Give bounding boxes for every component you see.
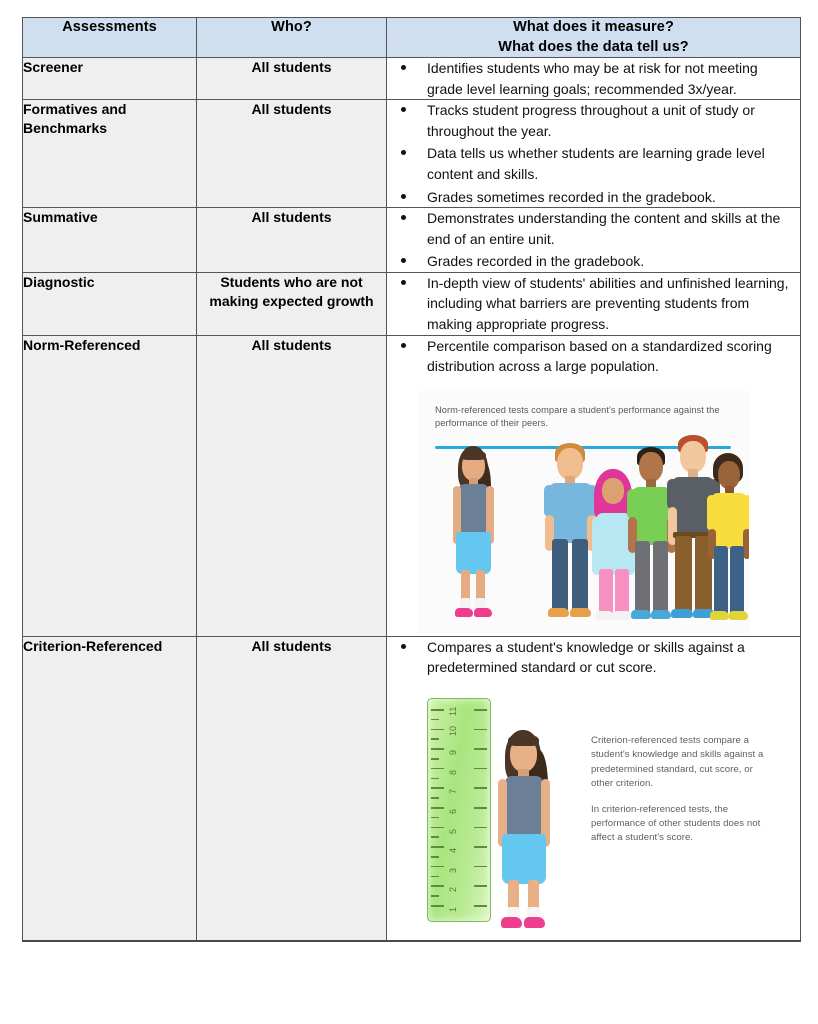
bullet-list: [387, 58, 800, 99]
ruler-number-label: 2: [448, 887, 458, 893]
ruler-number-label: 5: [448, 828, 458, 834]
ruler-icon: [427, 698, 491, 922]
list-item-text: Grades recorded in the gradebook.: [427, 253, 645, 270]
leg-left: [635, 541, 650, 613]
ruler-tick-major: [431, 885, 444, 887]
bullet-icon: [401, 343, 406, 348]
ruler-number-label: 11: [448, 706, 458, 716]
list-item: [387, 100, 800, 141]
table-header: [23, 18, 801, 58]
bullet-icon: [401, 107, 406, 112]
list-item-text: Tracks student progress throughout a unit of study or throughout the year.: [427, 102, 755, 139]
bullet-list: [387, 637, 800, 678]
illustration-caption: [591, 734, 765, 846]
leg-left: [599, 569, 613, 614]
ruler-number-label: 10: [448, 725, 458, 736]
ruler-number-label: 4: [448, 848, 458, 854]
bullet-icon: [401, 150, 406, 155]
shoe-left: [631, 610, 651, 619]
sleeve-right: [743, 495, 749, 531]
row-description-formatives: [387, 100, 801, 208]
torso-tank-top: [505, 776, 543, 838]
list-item-text: Compares a student's knowledge or skills against a predetermined standard or cut score.: [427, 638, 745, 676]
table-row: [23, 335, 801, 636]
row-description-summative: [387, 208, 801, 273]
ruler-tick-major: [431, 748, 444, 750]
arm-left: [592, 517, 602, 575]
shoe-left: [671, 609, 693, 618]
row-who-norm-referenced: All students: [197, 335, 387, 636]
criterion-referenced-illustration: [405, 694, 777, 934]
list-item-text: Data tells us whether students are learning grade level content and skills.: [427, 145, 765, 183]
ruler-tick-minor: [431, 719, 439, 721]
ruler-number-label: 8: [448, 769, 458, 775]
column-header-measure: [387, 18, 801, 58]
bullet-icon: [401, 194, 406, 199]
ruler-tick-minor: [431, 778, 439, 780]
ruler-tick-major: [431, 866, 444, 868]
list-item-text: Grades sometimes recorded in the gradebook.: [427, 188, 716, 205]
ruler-tick-major: [431, 787, 444, 789]
shoe-left: [595, 611, 614, 620]
leg-left: [552, 539, 568, 611]
assessments-table-container: [22, 17, 800, 942]
table-row: [23, 58, 801, 100]
list-item: [387, 336, 800, 377]
student-figure-measured: [483, 708, 579, 930]
head: [718, 461, 740, 489]
ruler-number-label: 3: [448, 867, 458, 873]
ruler-tick-major: [431, 827, 444, 829]
bullet-list: [387, 336, 800, 377]
row-label-norm-referenced: Norm-Referenced: [23, 335, 197, 636]
bullet-icon: [401, 258, 406, 263]
head: [602, 478, 624, 504]
sleeve-left: [667, 479, 678, 509]
leg-right: [572, 539, 588, 611]
torso-blouse: [711, 493, 747, 549]
row-description-diagnostic: [387, 272, 801, 335]
row-description-screener: [387, 58, 801, 100]
bullet-list: [387, 100, 800, 207]
leg-right: [730, 546, 744, 614]
row-description-criterion-referenced: [387, 636, 801, 941]
row-who-summative: All students: [197, 208, 387, 273]
shoe-right: [524, 917, 545, 928]
table-body: [23, 58, 801, 941]
row-label-summative: Summative: [23, 208, 197, 273]
ruler-tick-major: [431, 807, 444, 809]
ruler-tick-minor: [431, 876, 439, 878]
sleeve-left: [707, 495, 716, 531]
ruler-tick-minor: [431, 836, 439, 838]
table-row: [23, 100, 801, 208]
list-item: [387, 637, 800, 678]
illustration-caption-paragraph-1: Criterion-referenced tests compare a student's knowledge and skills against a predetermined standard, cut score, or other criterion.: [591, 734, 764, 790]
table-row: [23, 272, 801, 335]
ruler-tick-minor: [431, 738, 439, 740]
shoe-left: [455, 608, 473, 617]
column-header-assessments: Assessments: [23, 18, 197, 58]
ruler-tick-minor: [431, 817, 439, 819]
norm-referenced-illustration: [417, 391, 749, 634]
table-header-row: [23, 18, 801, 58]
ruler-tick-major: [431, 905, 444, 907]
table-row: [23, 208, 801, 273]
shoe-left: [548, 608, 569, 617]
illustration-caption: Norm-referenced tests compare a student's performance against the performance of their peers.: [435, 404, 720, 428]
ruler-number-label: 7: [448, 789, 458, 795]
ruler-number-label: 9: [448, 750, 458, 756]
head: [557, 448, 583, 480]
ruler-tick-major: [431, 709, 444, 711]
shoe-left: [710, 611, 729, 620]
head: [639, 452, 663, 482]
list-item: [387, 187, 800, 208]
illustration-caption-paragraph-2: In criterion-referenced tests, the performance of other students does not affect a student's score.: [591, 803, 761, 844]
assessments-table: [22, 17, 801, 942]
ruler-tick-minor: [431, 856, 439, 858]
shoe-left: [501, 917, 522, 928]
ruler-tick-major: [431, 846, 444, 848]
list-item-text: Percentile comparison based on a standardized scoring distribution across a large population.: [427, 337, 772, 375]
row-who-criterion-referenced: All students: [197, 636, 387, 941]
list-item: [387, 58, 800, 99]
bullet-list: [387, 208, 800, 272]
row-who-diagnostic: Students who are not making expected growth: [197, 272, 387, 335]
column-header-measure-line2: What does the data tell us?: [498, 38, 689, 55]
bangs: [461, 450, 486, 460]
ruler-number-label: 1: [448, 906, 458, 912]
students-illustration: [417, 391, 749, 634]
bullet-list: [387, 273, 800, 335]
table-row: [23, 636, 801, 941]
shoe-right: [729, 611, 748, 620]
list-item: [387, 251, 800, 272]
column-header-measure-line1: What does it measure?: [513, 19, 674, 35]
ruler-tick-major: [431, 729, 444, 731]
shoe-right: [570, 608, 591, 617]
shoe-right: [474, 608, 492, 617]
ruler-tick-minor: [431, 797, 439, 799]
student-figure-alone: [445, 446, 501, 621]
row-label-screener: Screener: [23, 58, 197, 100]
row-description-norm-referenced: [387, 335, 801, 636]
torso-tank-top: [458, 484, 489, 536]
ruler-tick-major: [431, 768, 444, 770]
row-label-diagnostic: Diagnostic: [23, 272, 197, 335]
ruler-tick-minor: [431, 895, 439, 897]
column-header-who: Who?: [197, 18, 387, 58]
row-who-screener: All students: [197, 58, 387, 100]
leg-left: [675, 536, 692, 612]
list-item: [387, 273, 800, 335]
bullet-icon: [401, 280, 406, 285]
head: [680, 441, 706, 473]
sleeve-left: [627, 489, 637, 519]
ruler-number-label: 6: [448, 808, 458, 814]
row-label-criterion-referenced: Criterion-Referenced: [23, 636, 197, 941]
student-figure-group-5: [705, 453, 749, 623]
list-item-text: In-depth view of students' abilities and unfinished learning, including what barriers are preventing students from making appropriate progress.: [427, 274, 789, 333]
shorts: [456, 532, 491, 574]
list-item: [387, 143, 800, 184]
leg-left: [714, 546, 728, 614]
bullet-icon: [401, 644, 406, 649]
list-item-text: Identifies students who may be at risk for not meeting grade level learning goals; recommended 3x/year.: [427, 60, 758, 97]
list-item: [387, 208, 800, 249]
list-item-text: Demonstrates understanding the content and skills at the end of an entire unit.: [427, 210, 781, 247]
sleeve-left: [544, 485, 555, 517]
bullet-icon: [401, 215, 406, 220]
row-who-formatives: All students: [197, 100, 387, 208]
ruler-tick-minor: [431, 758, 439, 760]
bullet-icon: [401, 65, 406, 70]
shorts: [502, 834, 546, 884]
bangs: [508, 734, 539, 746]
row-label-formatives: Formatives and Benchmarks: [23, 100, 197, 208]
